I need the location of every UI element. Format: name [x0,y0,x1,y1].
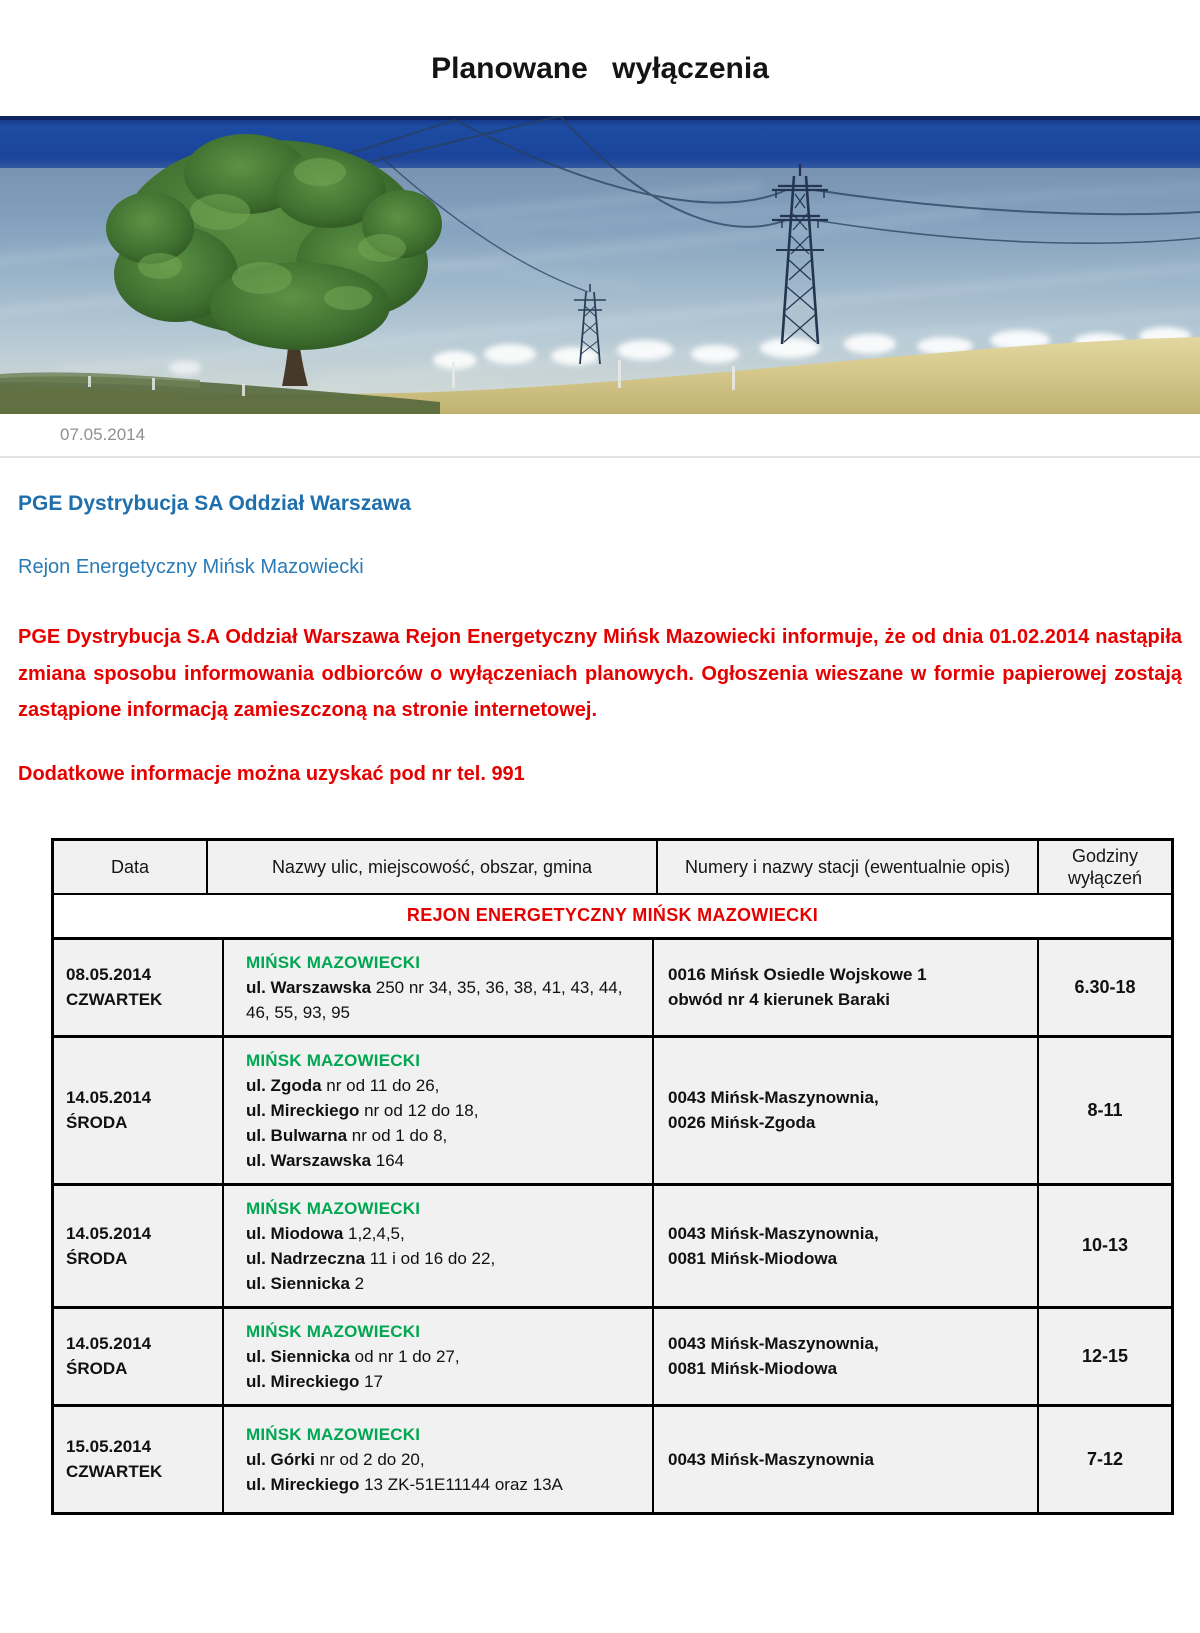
outage-day: ŚRODA [66,1359,128,1379]
outage-day: ŚRODA [66,1248,128,1268]
street-numbers: od nr 1 do 27, [349,1346,460,1366]
outage-date: 14.05.2014 [66,1334,152,1354]
cell-streets [224,1309,654,1404]
notice-paragraph: PGE Dystrybucja S.A Oddział Warszawa Rejon Energetyczny Mińsk Mazowiecki informuje, że od dnia 01.02.2014 nastąpiła zmiana sposobu informowania odbiorców o wyłączeniach planowych. Ogłoszenia wieszane w formie papierowej zostają zastąpione informacją zamieszczoną na stronie internetowej. [18,626,1182,722]
cell-hours: 8-11 [1087,1099,1123,1120]
outage-day: ŚRODA [66,1113,128,1133]
outage-table-body [54,940,1171,1512]
table-row [54,1183,1171,1306]
cell-date [54,1407,224,1512]
cell-stations [654,940,1039,1035]
cell-streets [224,940,654,1035]
street-line [246,1073,644,1098]
street-numbers: 2 [349,1273,365,1293]
outage-date: 14.05.2014 [66,1088,152,1108]
street-name: ul. Siennicka [246,1273,350,1293]
street-numbers: 17 [359,1371,384,1391]
outage-date: 15.05.2014 [66,1437,152,1457]
street-numbers: 1,2,4,5, [343,1223,405,1243]
street-line [246,1221,644,1246]
publish-date: 07.05.2014 [0,414,1200,458]
cell-stations [654,1309,1039,1404]
outage-date: 08.05.2014 [66,965,152,985]
outage-table [51,838,1174,1515]
street-name: ul. Nadrzeczna [246,1248,366,1268]
street-line [246,1472,644,1497]
street-line [246,975,644,1025]
street-numbers: nr od 11 do 26, [321,1075,440,1095]
table-row [54,1035,1171,1183]
street-numbers: 13 ZK-51E11144 oraz 13A [359,1474,563,1494]
header-date: Data [54,841,208,893]
street-line [246,1148,644,1173]
city-name: MIŃSK MAZOWIECKI [246,1198,421,1218]
city-name: MIŃSK MAZOWIECKI [246,1050,421,1070]
station-line: 0026 Mińsk-Zgoda [668,1113,816,1133]
street-line [246,1246,644,1271]
station-line: 0043 Mińsk-Maszynownia, [668,1223,879,1243]
header-hours: Godziny wyłączeń [1067,845,1143,888]
street-numbers: nr od 12 do 18, [359,1100,479,1120]
cell-date [54,1038,224,1183]
cell-streets [224,1038,654,1183]
company-heading: PGE Dystrybucja SA Oddział Warszawa [18,492,411,515]
station-line: 0016 Mińsk Osiedle Wojskowe 1 [668,965,927,985]
cell-hours: 12-15 [1081,1345,1129,1366]
street-numbers: 164 [371,1150,405,1170]
street-numbers: nr od 1 do 8, [347,1125,448,1145]
cell-hours: 7-12 [1086,1448,1124,1469]
city-name: MIŃSK MAZOWIECKI [246,1424,421,1444]
station-line: 0081 Mińsk-Miodowa [668,1359,838,1379]
cell-stations [654,1186,1039,1306]
cell-hours: 6.30-18 [1074,976,1136,997]
cell-streets [224,1407,654,1512]
street-name: ul. Mireckiego [246,1474,360,1494]
street-line [246,1447,644,1472]
street-numbers: nr od 2 do 20, [314,1449,425,1469]
street-name: ul. Mireckiego [246,1100,360,1120]
station-line: 0043 Mińsk-Maszynownia, [668,1088,879,1108]
table-row [54,1404,1171,1512]
station-line: 0043 Mińsk-Maszynownia, [668,1334,879,1354]
street-name: ul. Warszawska [246,977,372,997]
page-title: Planowane wyłączenia [431,52,769,85]
street-name: ul. Mireckiego [246,1371,360,1391]
cell-date [54,940,224,1035]
street-name: ul. Warszawska [246,1150,372,1170]
station-line: 0081 Mińsk-Miodowa [668,1248,838,1268]
street-name: ul. Bulwarna [246,1125,348,1145]
street-name: ul. Siennicka [246,1346,350,1366]
outage-day: CZWARTEK [66,990,163,1010]
cell-stations [654,1407,1039,1512]
street-line [246,1123,644,1148]
banner-illustration [0,116,1200,414]
street-name: ul. Górki [246,1449,315,1469]
street-line [246,1271,644,1296]
table-row [54,1306,1171,1404]
page-content [0,492,1200,1515]
table-row [54,940,1171,1035]
cell-date [54,1309,224,1404]
banner-photo [0,116,1200,414]
city-name: MIŃSK MAZOWIECKI [246,1321,421,1341]
cell-stations [654,1038,1039,1183]
phone-info: Dodatkowe informacje można uzyskać pod nr tel. 991 [18,762,525,785]
header-stations: Numery i nazwy stacji (ewentualnie opis) [658,841,1039,893]
outage-date: 14.05.2014 [66,1223,152,1243]
cell-streets [224,1186,654,1306]
street-name: ul. Zgoda [246,1075,322,1095]
station-line: obwód nr 4 kierunek Baraki [668,990,891,1010]
header-streets: Nazwy ulic, miejscowość, obszar, gmina [208,841,658,893]
cell-hours: 10-13 [1081,1235,1129,1256]
station-line: 0043 Mińsk-Maszynownia [668,1449,874,1469]
street-line [246,1098,644,1123]
street-line [246,1344,644,1369]
street-line [246,1369,644,1394]
outage-table-header [54,841,1171,895]
outage-day: CZWARTEK [66,1462,163,1482]
street-name: ul. Miodowa [246,1223,344,1243]
cell-date [54,1186,224,1306]
street-numbers: 11 i od 16 do 22, [365,1248,496,1268]
city-name: MIŃSK MAZOWIECKI [246,952,421,972]
region-banner-row: REJON ENERGETYCZNY MIŃSK MAZOWIECKI [54,895,1171,940]
region-heading: Rejon Energetyczny Mińsk Mazowiecki [18,556,364,578]
street-numbers: 250 nr 34, 35, 36, 38, 41, 43, 44, 46, 55, 93, 95 [246,977,623,1022]
